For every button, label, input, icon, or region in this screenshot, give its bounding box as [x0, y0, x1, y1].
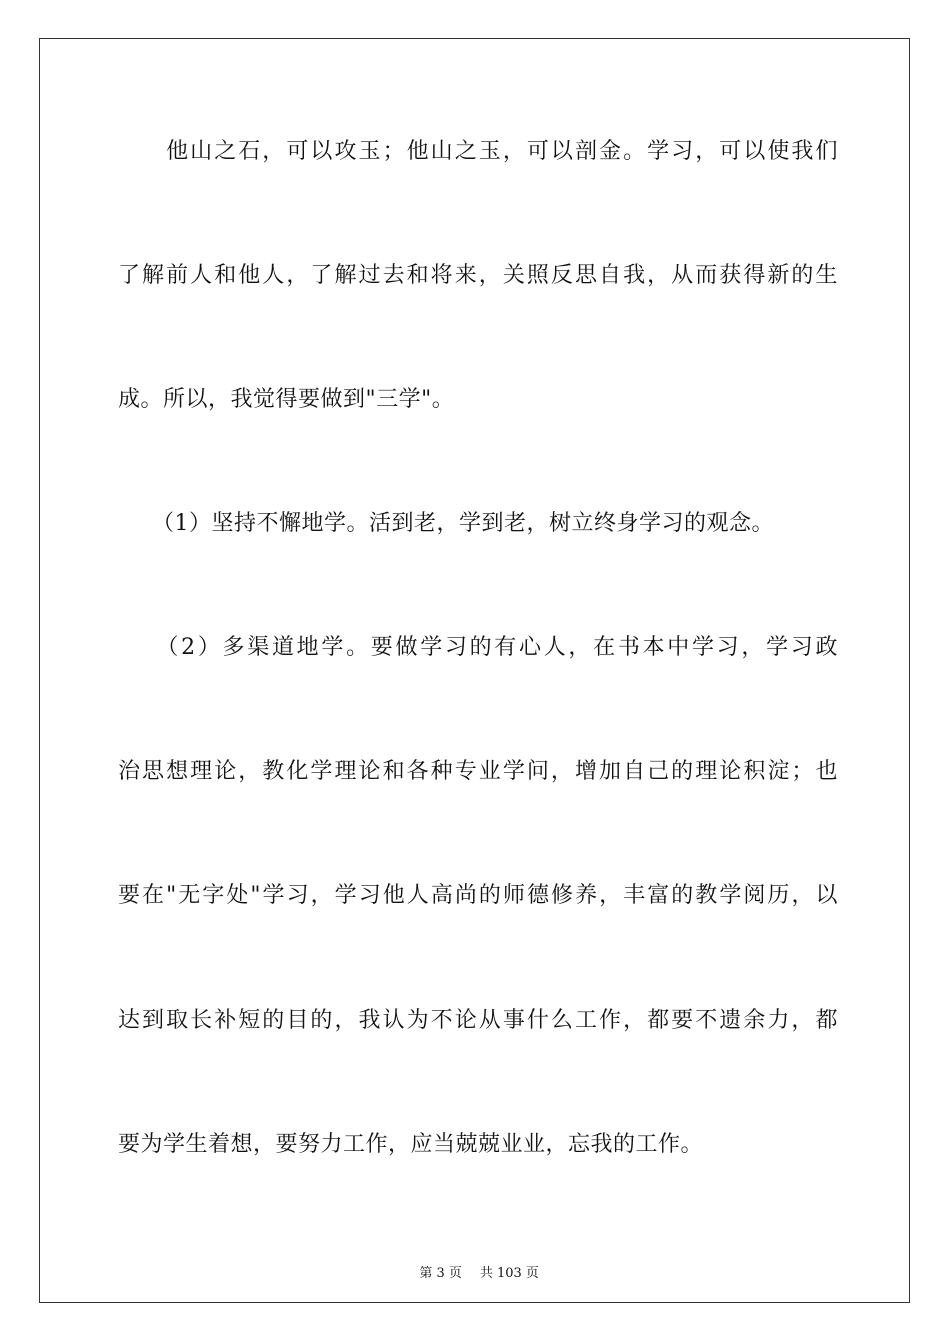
paragraph-line: 了解前人和他人，了解过去和将来，关照反思自我，从而获得新的生: [118, 263, 838, 288]
paragraph-line: 成。所以，我觉得要做到"三学"。: [118, 387, 455, 412]
page-total: 共 103 页: [479, 1266, 539, 1281]
paragraph-line: （2）多渠道地学。要做学习的有心人，在书本中学习，学习政: [118, 635, 838, 660]
paragraph-line: 要为学生着想，要努力工作，应当兢兢业业，忘我的工作。: [118, 1132, 704, 1157]
paragraph-line: （1）坚持不懈地学。活到老，学到老，树立终身学习的观念。: [118, 511, 774, 536]
page-footer: [0, 1247, 950, 1283]
paragraph-line: 要在"无字处"学习，学习他人高尚的师德修养，丰富的教学阅历，以: [118, 883, 838, 908]
page-number: 第 3 页: [419, 1266, 462, 1281]
paragraph-line: 他山之石，可以攻玉；他山之玉，可以剖金。学习，可以使我们: [118, 139, 838, 164]
page-border: [39, 38, 910, 1303]
paragraph-line: 达到取长补短的目的，我认为不论从事什么工作，都要不遗余力，都: [118, 1008, 838, 1033]
paragraph-line: 治思想理论，教化学理论和各种专业学问，增加自己的理论积淀；也: [118, 759, 838, 784]
